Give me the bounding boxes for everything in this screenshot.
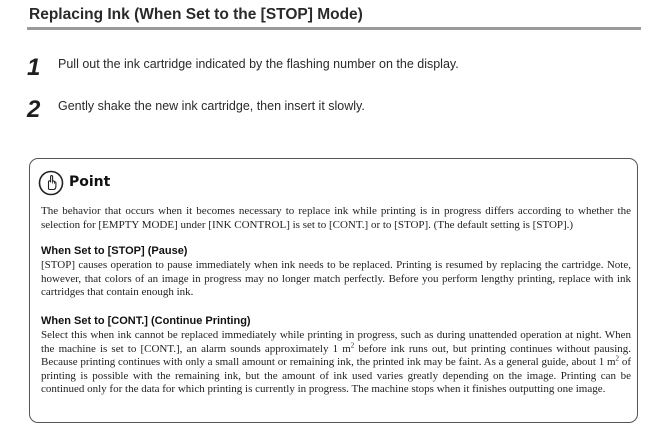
point-hand-icon	[38, 170, 64, 196]
stop-heading: When Set to [STOP] (Pause)	[41, 245, 188, 257]
superscript: 2	[350, 340, 355, 349]
point-intro: The behavior that occurs when it becomes necessary to replace ink while printing is in progress differs according to whether the selection for [EMPTY MODE] under [INK CONTROL] is set to [CONT.] or to [STOP]. (The default setting is [STOP].)	[41, 205, 631, 231]
step-text: Gently shake the new ink cartridge, then insert it slowly.	[58, 99, 365, 113]
superscript: 2	[615, 354, 620, 363]
cont-heading: When Set to [CONT.] (Continue Printing)	[41, 315, 251, 327]
step-number: 1	[27, 54, 41, 81]
step-number: 2	[27, 96, 41, 123]
cont-text-part: of printing is possible with the remaining ink, but the amount of ink used varies greatly depending on the image. Printing can be continued only for the data for which printing is currently in progress. The machine stops when it finishes outputting one image.	[41, 356, 631, 396]
title-divider	[27, 27, 641, 30]
cont-text	[41, 329, 631, 397]
step-text: Pull out the ink cartridge indicated by the flashing number on the display.	[58, 57, 459, 71]
point-callout	[29, 158, 638, 423]
cont-text-part: Select this when ink cannot be replaced immediately while printing in progress, such as during unattended operation at night. When the machine is set to [CONT.], an alarm sounds approximately 1 m	[41, 329, 631, 355]
cont-text-part: before ink runs out, but printing continues without pausing. Because printing continues with only a small amount or remaining ink, the printed ink may be faint. As a general guide, about 1 m	[41, 342, 632, 369]
point-label: Point	[69, 174, 111, 190]
page-title: Replacing Ink (When Set to the [STOP] Mode)	[29, 6, 363, 23]
stop-text: [STOP] causes operation to pause immediately when ink needs to be replaced. Printing is resumed by replacing the cartridge. Note, however, that colors of an image in progress may no longer match perfectly. Before you perform lengthy printing, replace with ink cartridges that contain enough ink.	[41, 259, 631, 299]
